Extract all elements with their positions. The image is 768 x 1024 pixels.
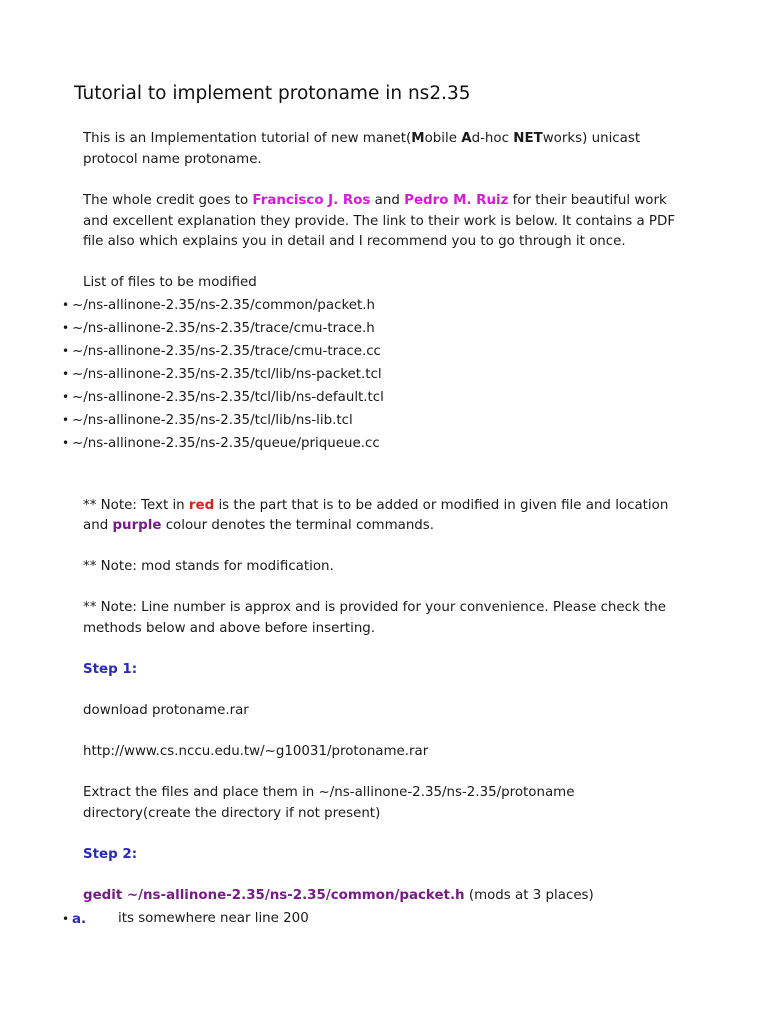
bullet-icon: • <box>62 436 70 450</box>
credit-text: and <box>370 193 405 208</box>
terminal-command: gedit ~/ns-allinone-2.35/ns-2.35/common/packet.h <box>83 888 465 903</box>
bullet-icon: • <box>62 367 70 381</box>
step2-list-item <box>62 910 309 929</box>
intro-m-bold: M <box>411 131 425 146</box>
note-text: is the part that is to be added or modified in given file and location <box>214 498 669 513</box>
credit-line-1 <box>83 192 667 210</box>
credit-line-3: file also which explains you in detail and I recommend you to go through it once. <box>83 234 626 249</box>
bullet-icon: • <box>62 344 70 358</box>
intro-line-1 <box>83 130 640 148</box>
file-list-item <box>62 342 381 361</box>
note-line-number-1: ** Note: Line number is approx and is provided for your convenience. Please check the <box>83 600 667 615</box>
file-path: ~/ns-allinone-2.35/ns-2.35/trace/cmu-trace.h <box>72 321 375 336</box>
step1-url[interactable]: http://www.cs.nccu.edu.tw/~g10031/protoname.rar <box>83 744 429 759</box>
bullet-icon: • <box>62 413 70 427</box>
step1-heading: Step 1: <box>83 662 138 677</box>
file-list-item <box>62 411 353 430</box>
note-color-line-2 <box>83 517 434 535</box>
note-text: and <box>83 518 113 533</box>
red-keyword: red <box>188 498 215 513</box>
bullet-icon: • <box>62 390 70 404</box>
file-list-item <box>62 434 380 453</box>
note-text: colour denotes the terminal commands. <box>161 518 435 533</box>
bullet-icon: • <box>62 321 70 335</box>
file-list-item <box>62 365 382 384</box>
file-path: ~/ns-allinone-2.35/ns-2.35/tcl/lib/ns-packet.tcl <box>72 367 382 382</box>
bullet-icon: • <box>62 912 70 926</box>
file-list-item <box>62 296 375 315</box>
file-path: ~/ns-allinone-2.35/ns-2.35/tcl/lib/ns-default.tcl <box>72 390 384 405</box>
file-path: ~/ns-allinone-2.35/ns-2.35/tcl/lib/ns-lib.tcl <box>72 413 353 428</box>
note-line-number-2: methods below and above before inserting. <box>83 621 376 636</box>
step1-extract-line-2: directory(create the directory if not present) <box>83 806 381 821</box>
note-color-line-1 <box>83 497 668 515</box>
step1-download: download protoname.rar <box>83 703 249 718</box>
purple-keyword: purple <box>112 518 162 533</box>
author-name-ruiz: Pedro M. Ruiz <box>404 193 509 208</box>
step1-extract-line-1: Extract the files and place them in ~/ns-allinone-2.35/ns-2.35/protoname <box>83 785 575 800</box>
file-path: ~/ns-allinone-2.35/ns-2.35/trace/cmu-trace.cc <box>72 344 381 359</box>
note-text: ** Note: Text in <box>83 498 189 513</box>
file-list-item <box>62 388 384 407</box>
file-list-item <box>62 319 375 338</box>
document-title: Tutorial to implement protoname in ns2.35 <box>74 83 471 104</box>
intro-text: d-hoc <box>471 131 514 146</box>
intro-line-2: protocol name protoname. <box>83 152 262 167</box>
intro-text: This is an Implementation tutorial of new manet( <box>83 131 412 146</box>
mods-note: (mods at 3 places) <box>464 888 594 903</box>
credit-text: The whole credit goes to <box>83 193 253 208</box>
intro-a-bold: A <box>461 131 472 146</box>
file-path: ~/ns-allinone-2.35/ns-2.35/queue/priqueue.cc <box>72 436 380 451</box>
files-heading: List of files to be modified <box>83 275 257 290</box>
intro-text: works) unicast <box>542 131 641 146</box>
credit-line-2: and excellent explanation they provide. The link to their work is below. It contains a PDF <box>83 214 676 229</box>
bullet-icon: • <box>62 298 70 312</box>
file-path: ~/ns-allinone-2.35/ns-2.35/common/packet.h <box>72 298 375 313</box>
step2-heading: Step 2: <box>83 847 138 862</box>
note-mod: ** Note: mod stands for modification. <box>83 559 334 574</box>
list-letter: a. <box>72 912 87 927</box>
intro-text: obile <box>424 131 462 146</box>
credit-text: for their beautiful work <box>508 193 667 208</box>
step2-command-line <box>83 887 594 905</box>
intro-net-bold: NET <box>513 131 543 146</box>
author-name-ros: Francisco J. Ros <box>252 193 371 208</box>
step2-item-text: its somewhere near line 200 <box>118 911 309 926</box>
